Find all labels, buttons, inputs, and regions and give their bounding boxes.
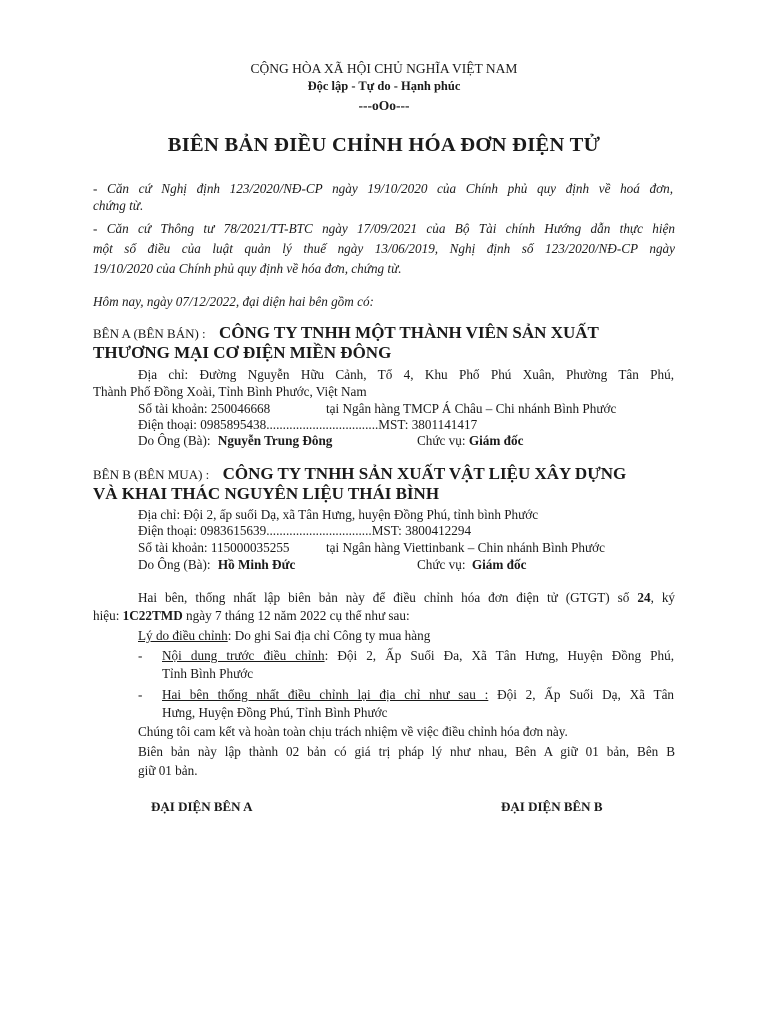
party-a-position [417, 432, 523, 449]
bullet-2-text: Đội 2, Ấp Suối Dạ, Xã Tân [497, 687, 675, 702]
bullet-1-label: Nội dung trước điều chỉnh [162, 648, 325, 663]
commitment-text: Chúng tôi cam kết và hoàn toàn chịu trách nhiệm về việc điều chỉnh hóa đơn này. [138, 724, 568, 739]
party-b-name-line1: CÔNG TY TNHH SẢN XUẤT VẬT LIỆU XÂY DỰNG [222, 464, 627, 483]
party-b-name-line2: VÀ KHAI THÁC NGUYÊN LIỆU THÁI BÌNH [93, 484, 440, 503]
reason-line [138, 627, 430, 644]
bullet-2-label: Hai bên thống nhất điều chỉnh lại địa chỉ như sau : [162, 687, 489, 702]
party-a-rep-label: Do Ông (Bà): [138, 433, 211, 448]
invoice-number: 24 [637, 590, 651, 605]
party-a-header [93, 324, 675, 342]
agreement-line2 [93, 607, 410, 624]
party-a-bank: tại Ngân hàng TMCP Á Châu – Chi nhánh Bình Phước [326, 401, 617, 416]
party-b-position [417, 556, 526, 573]
party-b-position-label: Chức vụ: [417, 557, 466, 572]
legal-basis-1-line2: chứng từ. [93, 198, 144, 213]
legal-basis-1-line1: - Căn cứ Nghị định 123/2020/NĐ-CP ngày 19/10/2020 của Chính phủ quy định về hoá đơn, [93, 181, 673, 196]
party-a-account: Số tài khoản: 250046668 [138, 401, 271, 416]
party-b-rep-label: Do Ông (Bà): [138, 557, 211, 572]
reason-text: : Do ghi Sai địa chỉ Công ty mua hàng [227, 628, 431, 643]
signature-party-b: ĐẠI DIỆN BÊN B [501, 799, 603, 814]
party-a-address-line2: Thành Phố Đồng Xoài, Tỉnh Bình Phước, Việt Nam [93, 384, 367, 399]
party-b-header [93, 465, 675, 483]
party-b-account: Số tài khoản: 115000035255 [138, 540, 290, 555]
agreement-text-b: , ký [650, 590, 676, 605]
party-b-rep-name: Hồ Minh Đức [217, 557, 296, 572]
bullet-1-text: : Đội 2, Ấp Suối Đa, Xã Tân Hưng, Huyện Đồng Phú, [324, 648, 674, 663]
bullet-1-dash: - [138, 648, 143, 663]
bullet-2-line2: Hưng, Huyện Đồng Phú, Tỉnh Bình Phước [162, 705, 388, 720]
legal-basis-2-line2: một số điều của luật quản lý thuế ngày 13/06/2019, Nghị định số 123/2020/NĐ-CP ngày [93, 241, 675, 256]
party-a-name-line2: THƯƠNG MẠI CƠ ĐIỆN MIỀN ĐÔNG [93, 343, 392, 362]
nation-heading: CỘNG HÒA XÃ HỘI CHỦ NGHĨA VIỆT NAM [250, 61, 518, 76]
party-b-representative [138, 556, 295, 573]
party-a-role: BÊN A (BÊN BÁN) : [93, 326, 206, 341]
motto: Độc lập - Tự do - Hạnh phúc [307, 79, 461, 93]
agreement-text-a: Hai bên, thống nhất lập biên bản này để điều chỉnh hóa đơn điện tử (GTGT) số [138, 590, 630, 605]
bullet-1-line1 [162, 647, 674, 664]
agreement-text-c: hiệu: [93, 608, 120, 623]
party-a-position-value: Giám đốc [468, 433, 524, 448]
party-b-bank: tại Ngân hàng Viettinbank – Chin nhánh Bình Phước [326, 540, 606, 555]
intro-text: Hôm nay, ngày 07/12/2022, đại diện hai bên gồm có: [93, 294, 374, 309]
party-a-position-label: Chức vụ: [417, 433, 466, 448]
party-a-representative [138, 432, 332, 449]
agreement-text-d: ngày 7 tháng 12 năm 2022 cụ thể như sau: [186, 608, 410, 623]
document-title: BIÊN BẢN ĐIỀU CHỈNH HÓA ĐƠN ĐIỆN TỬ [167, 134, 601, 156]
legal-basis-2-line1: - Căn cứ Thông tư 78/2021/TT-BTC ngày 17/09/2021 của Bộ Tài chính Hướng dẫn thực hiện [93, 221, 675, 236]
copies-line1: Biên bản này lập thành 02 bản có giá trị pháp lý như nhau, Bên A giữ 01 bản, Bên B [138, 744, 675, 759]
bullet-2-line1 [162, 686, 674, 703]
bullet-2-dash: - [138, 687, 143, 702]
legal-basis-2-line3: 19/10/2020 của Chính phủ quy định về hóa đơn, chứng từ. [93, 261, 402, 276]
ornament: ---oOo--- [358, 98, 410, 113]
agreement-line1 [138, 589, 675, 606]
party-b-position-value: Giám đốc [471, 557, 527, 572]
party-b-phone: Điện thoại: 0983615639................................MST: 3800412294 [138, 523, 472, 538]
invoice-symbol: 1C22TMD [122, 608, 183, 623]
party-a-name-line1: CÔNG TY TNHH MỘT THÀNH VIÊN SẢN XUẤT [218, 323, 599, 342]
party-a-rep-name: Nguyễn Trung Đông [217, 433, 333, 448]
bullet-1-line2: Tỉnh Bình Phước [162, 666, 254, 681]
party-a-phone: Điện thoại: 0985895438..................................MST: 3801141417 [138, 417, 478, 432]
party-a-address-line1: Địa chỉ: Đường Nguyễn Hữu Cảnh, Tổ 4, Khu Phố Phú Xuân, Phường Tân Phú, [138, 367, 674, 382]
reason-label: Lý do điều chỉnh [138, 628, 228, 643]
signature-party-a: ĐẠI DIỆN BÊN A [151, 799, 253, 814]
copies-line2: giữ 01 bản. [138, 763, 198, 778]
party-b-address: Địa chỉ: Đội 2, ấp suối Dạ, xã Tân Hưng, huyện Đồng Phú, tỉnh bình Phước [138, 507, 539, 522]
party-b-role: BÊN B (BÊN MUA) : [93, 467, 210, 482]
